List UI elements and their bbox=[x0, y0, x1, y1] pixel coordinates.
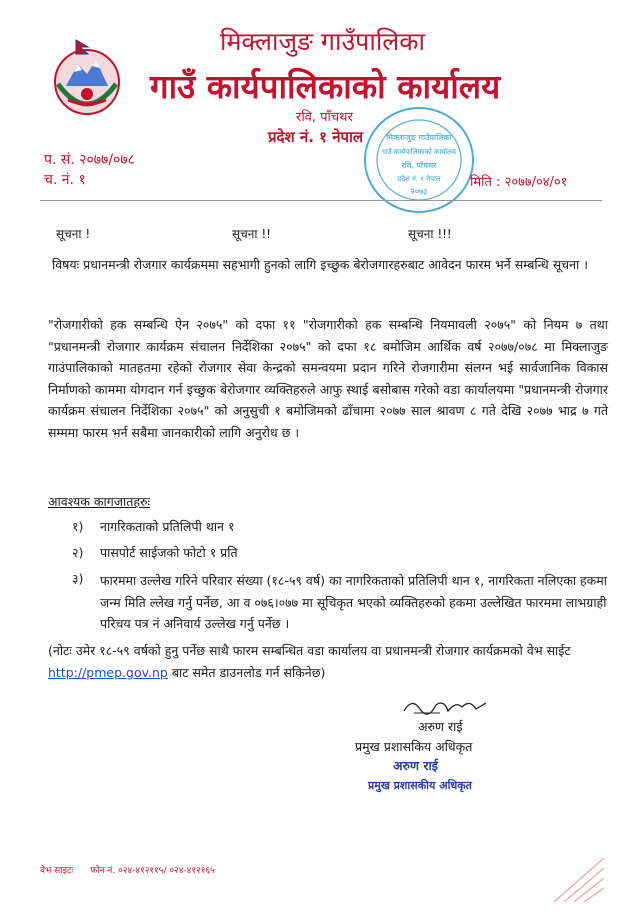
corner-ornament-icon bbox=[534, 858, 604, 902]
requirement-number: १) bbox=[72, 519, 84, 534]
notice-label-3: सूचना !!! bbox=[408, 227, 452, 241]
requirements-heading: आवश्यक कागजातहरुः bbox=[48, 494, 151, 509]
requirement-item: पासपोर्ट साईजको फोटो १ प्रति bbox=[100, 545, 238, 560]
header-divider bbox=[40, 200, 602, 201]
note-text: (नोटः उमेर १८-५९ वर्षको हुनु पर्नेछ साथै फारम सम्बन्धित वडा कार्यालय वा प्रधानमन्त्री रोजगार कार्यक्रमको वेभ साईट bbox=[48, 643, 571, 658]
subject-line: विषयः प्रधानमन्त्री रोजगार कार्यक्रममा सहभागी हुनको लागि इच्छुक बेरोजगारहरुबाट आवेदन फारम भर्ने सम्बन्धि सूचना । bbox=[51, 257, 588, 272]
patra-sankhya: प. सं. २०७७/०७८ bbox=[44, 152, 135, 168]
seal-line-1: मिक्लाजुङ गाउँपालिका bbox=[386, 133, 452, 142]
seal-line-4: प्रदेश नं. १ नेपाल bbox=[397, 175, 441, 183]
stamp-name: अरुण राई bbox=[393, 758, 438, 773]
requirement-number: २) bbox=[72, 545, 84, 560]
note-paragraph bbox=[48, 640, 608, 684]
footer-website: वेभ साइटः bbox=[40, 866, 74, 876]
notice-body: "रोजगारीको हक सम्बन्धि ऐन २०७५" को दफा ११ "रोजगारीको हक सम्बन्धि नियमावली २०७५" को नियम ७ तथा "प्रधानमन्त्री रोजगार कार्यक्रम संचालन निर्देशिका २०७५" को दफा १८ बमोजिम आर्थिक वर्ष २०७७/०७८ मा मिक्लाजुङ गाउंपालिकाको मातहतमा रहेको रोजगार सेवा केन्द्रको समन्वयमा प्रदान गरिने रोजगारीमा संलग्न भई सार्वजानिक विकास निर्माणको काममा योगदान गर्न इच्छुक बेरोजगार व्यक्तिहरुले आफु स्थाई बसोबास गरेको वडा कार्यालयमा "प्रधानमन्त्री रोजगार कार्यक्रम संचालन निर्देशिका २०७५" को अनुसुची १ बमोजिमको ढाँचामा २०७७ साल श्रावण ८ गते देखि २०७७ भाद्र ७ गते सम्ममा फारम भर्न सबैमा जानकारीको लागि अनुरोध छ । bbox=[48, 317, 608, 440]
province-label: प्रदेश नं. १ नेपाल bbox=[268, 128, 364, 146]
signature-scribble bbox=[400, 695, 490, 717]
notice-label-1: सूचना ! bbox=[56, 227, 91, 241]
seal-line-3: रवि, पाँचथर bbox=[401, 161, 437, 170]
nepal-emblem-icon bbox=[44, 34, 130, 120]
office-name: गाउँ कार्यपालिकाको कार्यालय bbox=[150, 67, 501, 106]
requirement-item: फारममा उल्लेख गरिने परिवार संख्या (१८-५९ वर्ष) का नागरिकताको प्रतिलिपी थान १, नागरिकता नलिएका हकमा जन्म मिति ल्लेख गर्नु पर्नेछ, आ व ०७६।०७७ मा सूचिकृत भएको व्यक्तिहरुको हकमा उल्लेखित फारममा लाभग्राही परिचय पत्र नं अनिवार्य उल्लेख गर्नु पर्नेछ । bbox=[100, 573, 607, 631]
signatory-title: प्रमुख प्रशासकिय अधिकृत bbox=[355, 739, 473, 754]
website-link[interactable]: http://pmep.gov.np bbox=[48, 665, 168, 680]
notice-label-2: सूचना !! bbox=[232, 227, 271, 241]
footer bbox=[40, 863, 229, 876]
stamp-title: प्रमुख प्रशासकीय अधिकृत bbox=[368, 779, 472, 792]
seal-line-2: गाउँ कार्यपालिकाको कार्यालय bbox=[382, 148, 456, 156]
chalani-number: च. नं. १ bbox=[44, 172, 86, 188]
signatory-name: अरुण राई bbox=[418, 719, 463, 734]
note-text-end: बाट समेत डाउनलोड गर्न सकिनेछ) bbox=[167, 665, 326, 680]
issue-date: मिति : २०७७/०४/०१ bbox=[470, 175, 568, 190]
footer-phone: फोन नं. ०२४-४१२११५/ ०२४-४१२१६५ bbox=[90, 866, 215, 876]
office-location: रवि, पाँचथर bbox=[296, 110, 353, 125]
requirement-item: नागरिकताको प्रतिलिपी थान १ bbox=[100, 519, 235, 534]
municipality-name: मिक्लाजुङ गाउँपालिका bbox=[220, 27, 425, 56]
seal-year: २०७३ bbox=[410, 187, 428, 196]
requirement-number: ३) bbox=[72, 571, 84, 586]
